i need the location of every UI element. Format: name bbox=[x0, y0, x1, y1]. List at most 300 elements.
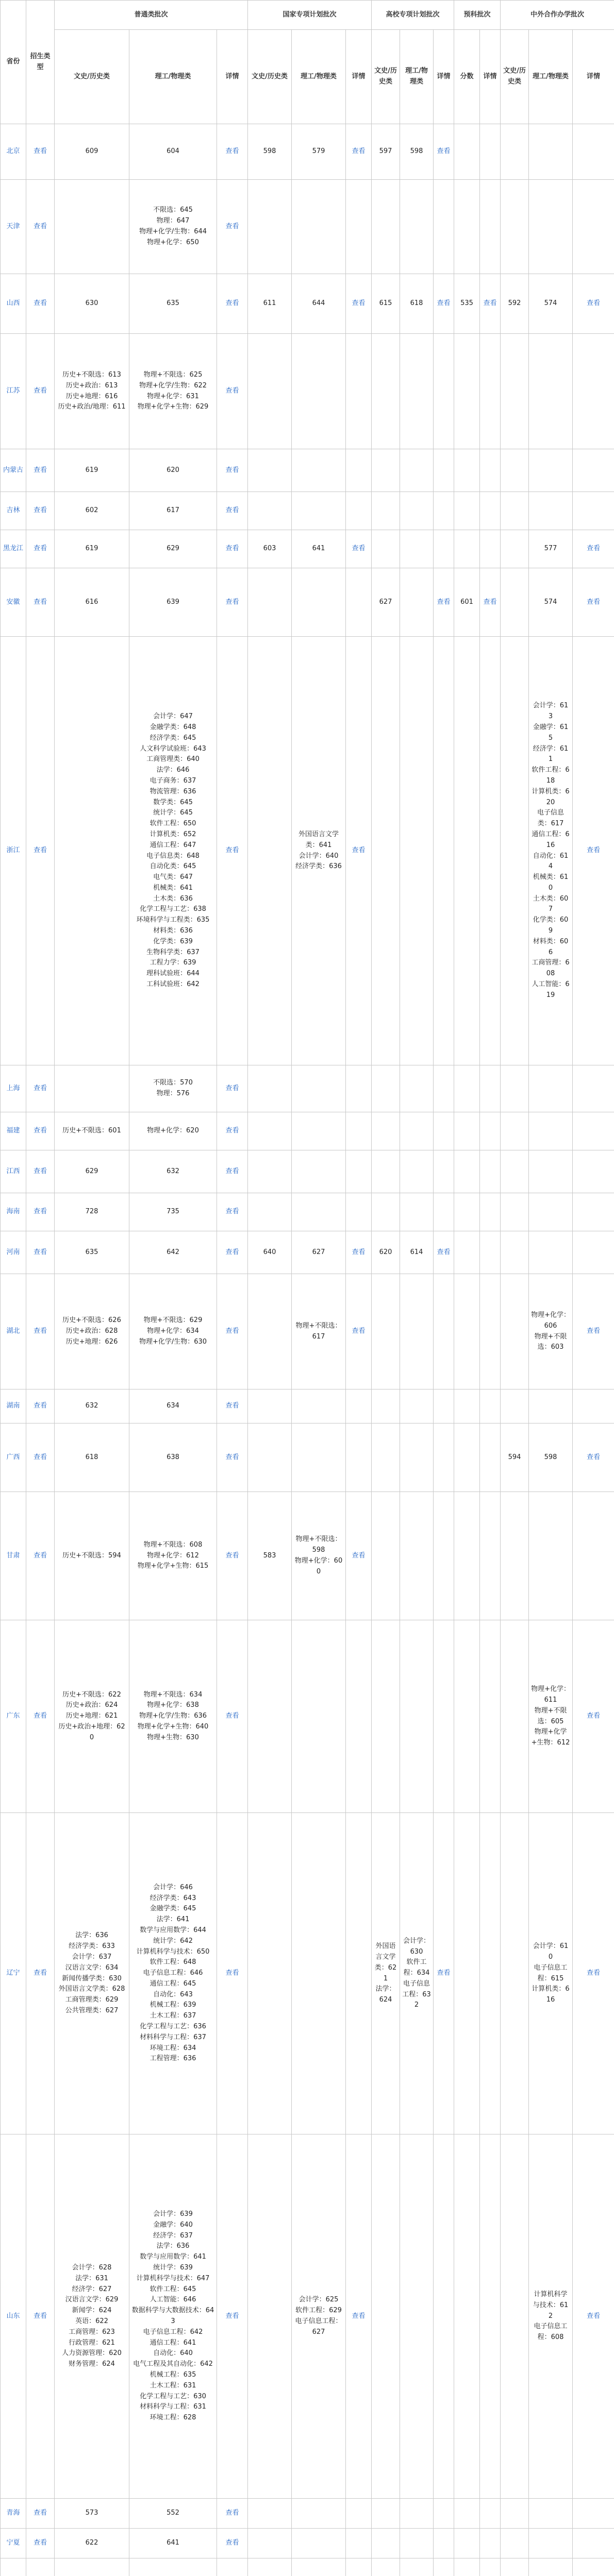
normal-detail-link[interactable]: 查看 bbox=[217, 1813, 248, 2134]
normal-detail-link[interactable]: 查看 bbox=[217, 637, 248, 1065]
college-detail-link bbox=[434, 530, 454, 568]
normal-detail-link[interactable]: 查看 bbox=[217, 1065, 248, 1112]
normal-detail-link[interactable]: 查看 bbox=[217, 1423, 248, 1492]
college-wen-score bbox=[372, 1112, 400, 1150]
coop-wen-score bbox=[501, 1274, 529, 1389]
national-wen-header: 文史/历史类 bbox=[248, 30, 292, 124]
college-detail-link bbox=[434, 1112, 454, 1150]
coop-li-score bbox=[529, 1112, 573, 1150]
type-detail-link[interactable]: 查看 bbox=[26, 2134, 55, 2499]
coop-wen-score bbox=[501, 637, 529, 1065]
college-wen-score bbox=[372, 2134, 400, 2499]
college-wen-score bbox=[372, 2558, 400, 2576]
national-detail-link[interactable]: 查看 bbox=[346, 530, 372, 568]
college-wen-score bbox=[372, 1150, 400, 1193]
type-detail-link[interactable]: 查看 bbox=[26, 274, 55, 334]
college-wen-score bbox=[372, 1389, 400, 1423]
table-row bbox=[1, 492, 614, 530]
normal-wen-score: 会计学：628 法学：631 经济学：627 汉语言文学：629 新闻学：624 英语：622 工商管理：623 行政管理：621 人力资源管理：620 财务管理：624 bbox=[55, 2134, 129, 2499]
prep-detail-link bbox=[480, 1492, 501, 1620]
national-detail-link[interactable]: 查看 bbox=[346, 124, 372, 180]
prep-detail-link bbox=[480, 530, 501, 568]
normal-wen-score bbox=[55, 1065, 129, 1112]
normal-detail-link[interactable]: 查看 bbox=[217, 492, 248, 530]
province-name[interactable]: 青海 bbox=[1, 2499, 26, 2529]
national-detail-link bbox=[346, 1112, 372, 1150]
national-detail-link bbox=[346, 1813, 372, 2134]
coop-detail-link bbox=[573, 1492, 614, 1620]
coop-li-header: 理工/物理类 bbox=[529, 30, 573, 124]
prep-score: 535 bbox=[454, 274, 480, 334]
province-name[interactable]: 福建 bbox=[1, 1112, 26, 1150]
province-name[interactable]: 甘肃 bbox=[1, 1492, 26, 1620]
type-detail-link[interactable]: 查看 bbox=[26, 1231, 55, 1274]
college-li-score bbox=[400, 1389, 434, 1423]
type-detail-link[interactable]: 查看 bbox=[26, 637, 55, 1065]
college-wen-score: 627 bbox=[372, 568, 400, 637]
college-detail-link[interactable]: 查看 bbox=[434, 1813, 454, 2134]
college-detail-link bbox=[434, 1193, 454, 1231]
province-name[interactable]: 宁夏 bbox=[1, 2529, 26, 2558]
college-wen-score bbox=[372, 2529, 400, 2558]
table-header bbox=[1, 1, 614, 124]
prep-detail-link bbox=[480, 2134, 501, 2499]
prep-detail-link[interactable]: 查看 bbox=[480, 568, 501, 637]
college-wen-score: 620 bbox=[372, 1231, 400, 1274]
normal-detail-link[interactable]: 查看 bbox=[217, 530, 248, 568]
coop-li-score bbox=[529, 1389, 573, 1423]
normal-li-score: 552 bbox=[129, 2499, 217, 2529]
coop-wen-score bbox=[501, 1389, 529, 1423]
normal-detail-link[interactable]: 查看 bbox=[217, 334, 248, 449]
national-detail-link bbox=[346, 2499, 372, 2529]
table-row bbox=[1, 568, 614, 637]
prep-score bbox=[454, 530, 480, 568]
normal-detail-link[interactable]: 查看 bbox=[217, 1492, 248, 1620]
normal-wen-header: 文史/历史类 bbox=[55, 30, 129, 124]
college-detail-link bbox=[434, 2134, 454, 2499]
header-sub-row bbox=[1, 30, 614, 124]
normal-wen-score: 616 bbox=[55, 568, 129, 637]
coop-wen-score bbox=[501, 124, 529, 180]
type-detail-link[interactable]: 查看 bbox=[26, 1389, 55, 1423]
college-wen-score bbox=[372, 1492, 400, 1620]
national-detail-link bbox=[346, 1423, 372, 1492]
national-li-score: 物理+不限选：617 bbox=[292, 1274, 346, 1389]
prep-detail-link bbox=[480, 1231, 501, 1274]
coop-wen-score bbox=[501, 1492, 529, 1620]
table-row bbox=[1, 2558, 614, 2576]
national-wen-score bbox=[248, 2529, 292, 2558]
normal-detail-link[interactable]: 查看 bbox=[217, 2499, 248, 2529]
national-detail-header: 详情 bbox=[346, 30, 372, 124]
national-wen-score: 598 bbox=[248, 124, 292, 180]
college-detail-link[interactable]: 查看 bbox=[434, 568, 454, 637]
normal-detail-link[interactable]: 查看 bbox=[217, 2134, 248, 2499]
type-detail-link[interactable]: 查看 bbox=[26, 568, 55, 637]
national-detail-link bbox=[346, 492, 372, 530]
normal-wen-score: 历史+不限选：626 历史+政治：628 历史+地理：626 bbox=[55, 1274, 129, 1389]
coop-detail-link[interactable]: 查看 bbox=[573, 2134, 614, 2499]
college-detail-link bbox=[434, 1065, 454, 1112]
prep-detail-link bbox=[480, 2499, 501, 2529]
province-name[interactable]: 广西 bbox=[1, 1423, 26, 1492]
type-detail-link[interactable]: 查看 bbox=[26, 334, 55, 449]
coop-wen-score bbox=[501, 1193, 529, 1231]
type-detail-link[interactable]: 查看 bbox=[26, 530, 55, 568]
coop-wen-score bbox=[501, 2134, 529, 2499]
coop-detail-link bbox=[573, 334, 614, 449]
type-detail-link[interactable]: 查看 bbox=[26, 180, 55, 274]
normal-detail-link[interactable]: 查看 bbox=[217, 1112, 248, 1150]
college-detail-link bbox=[434, 1274, 454, 1389]
coop-detail-header: 详情 bbox=[573, 30, 614, 124]
prep-score bbox=[454, 1492, 480, 1620]
coop-li-score: 物理+化学：611 物理+不限选：605 物理+化学+生物：612 bbox=[529, 1620, 573, 1813]
college-wen-score bbox=[372, 334, 400, 449]
normal-li-score: 735 bbox=[129, 1193, 217, 1231]
coop-li-score: 会计学：613 金融学：615 经济学：611 软件工程：618 计算机类：620 电子信息类：617 通信工程：616 自动化：614 机械类：610 土木类：607 化学类：609 材料类：606 工商管理：608 人工智能：619 bbox=[529, 637, 573, 1065]
table-row bbox=[1, 2499, 614, 2529]
coop-li-score bbox=[529, 2499, 573, 2529]
normal-detail-link[interactable]: 查看 bbox=[217, 180, 248, 274]
type-detail-link[interactable]: 查看 bbox=[26, 1813, 55, 2134]
national-detail-link[interactable]: 查看 bbox=[346, 274, 372, 334]
table-row bbox=[1, 1389, 614, 1423]
national-wen-score: 611 bbox=[248, 274, 292, 334]
province-name[interactable]: 湖北 bbox=[1, 1274, 26, 1389]
normal-detail-link[interactable]: 查看 bbox=[217, 1193, 248, 1231]
national-wen-score bbox=[248, 2558, 292, 2576]
prep-score bbox=[454, 2134, 480, 2499]
national-wen-score bbox=[248, 1150, 292, 1193]
national-wen-score bbox=[248, 568, 292, 637]
type-detail-link[interactable]: 查看 bbox=[26, 2499, 55, 2529]
national-li-score bbox=[292, 1620, 346, 1813]
national-li-score: 外国语言文学类：641 会计学：640 经济学类：636 bbox=[292, 637, 346, 1065]
table-row bbox=[1, 180, 614, 274]
normal-detail-link[interactable]: 查看 bbox=[217, 1620, 248, 1813]
province-name[interactable]: 吉林 bbox=[1, 492, 26, 530]
province-name[interactable] bbox=[1, 2558, 26, 2576]
prep-score bbox=[454, 1620, 480, 1813]
prep-score bbox=[454, 637, 480, 1065]
normal-detail-link[interactable]: 查看 bbox=[217, 1150, 248, 1193]
college-detail-link bbox=[434, 2558, 454, 2576]
coop-wen-score bbox=[501, 1150, 529, 1193]
prep-detail-link bbox=[480, 2529, 501, 2558]
normal-detail-link[interactable]: 查看 bbox=[217, 1274, 248, 1389]
coop-li-score bbox=[529, 334, 573, 449]
normal-detail-link[interactable]: 查看 bbox=[217, 124, 248, 180]
normal-wen-score: 历史+不限选：613 历史+政治：613 历史+地理：616 历史+政治/地理：611 bbox=[55, 334, 129, 449]
province-name[interactable]: 北京 bbox=[1, 124, 26, 180]
table-row bbox=[1, 2529, 614, 2558]
college-detail-link bbox=[434, 1150, 454, 1193]
province-name[interactable]: 辽宁 bbox=[1, 1813, 26, 2134]
table-row bbox=[1, 449, 614, 492]
national-detail-link bbox=[346, 1065, 372, 1112]
normal-detail-link[interactable] bbox=[217, 2558, 248, 2576]
college-detail-link[interactable]: 查看 bbox=[434, 124, 454, 180]
national-li-score bbox=[292, 449, 346, 492]
type-detail-link[interactable]: 查看 bbox=[26, 1150, 55, 1193]
prep-detail-link bbox=[480, 334, 501, 449]
coop-li-score: 574 bbox=[529, 274, 573, 334]
college-li-score bbox=[400, 1150, 434, 1193]
college-detail-link[interactable]: 查看 bbox=[434, 1231, 454, 1274]
national-wen-score: 640 bbox=[248, 1231, 292, 1274]
province-name[interactable]: 山西 bbox=[1, 274, 26, 334]
normal-wen-score: 602 bbox=[55, 492, 129, 530]
college-wen-score bbox=[372, 1274, 400, 1389]
national-li-score bbox=[292, 1193, 346, 1231]
province-name[interactable]: 安徽 bbox=[1, 568, 26, 637]
prep-detail-link bbox=[480, 1274, 501, 1389]
province-name[interactable]: 广东 bbox=[1, 1620, 26, 1813]
coop-wen-score bbox=[501, 2558, 529, 2576]
coop-li-score bbox=[529, 1492, 573, 1620]
normal-detail-link[interactable]: 查看 bbox=[217, 1389, 248, 1423]
national-detail-link bbox=[346, 568, 372, 637]
coop-detail-link[interactable]: 查看 bbox=[573, 1274, 614, 1389]
type-detail-link[interactable] bbox=[26, 2558, 55, 2576]
normal-li-score: 物理+不限选：625 物理+化学/生物：622 物理+化学：631 物理+化学+生物：629 bbox=[129, 334, 217, 449]
coop-li-score bbox=[529, 180, 573, 274]
normal-wen-score: 历史+不限选：594 bbox=[55, 1492, 129, 1620]
prep-score bbox=[454, 2529, 480, 2558]
type-detail-link[interactable]: 查看 bbox=[26, 492, 55, 530]
table-row bbox=[1, 1150, 614, 1193]
table-row bbox=[1, 1112, 614, 1150]
normal-li-score: 638 bbox=[129, 1423, 217, 1492]
college-li-score bbox=[400, 2499, 434, 2529]
coop-detail-link bbox=[573, 1389, 614, 1423]
normal-wen-score: 618 bbox=[55, 1423, 129, 1492]
type-detail-link[interactable]: 查看 bbox=[26, 1065, 55, 1112]
province-name[interactable]: 江苏 bbox=[1, 334, 26, 449]
type-detail-link[interactable]: 查看 bbox=[26, 1492, 55, 1620]
normal-batch-header: 普通类批次 bbox=[55, 1, 248, 30]
province-name[interactable]: 山东 bbox=[1, 2134, 26, 2499]
normal-li-score: 639 bbox=[129, 568, 217, 637]
coop-wen-score bbox=[501, 449, 529, 492]
national-li-score bbox=[292, 2558, 346, 2576]
province-name[interactable]: 黑龙江 bbox=[1, 530, 26, 568]
type-detail-link[interactable]: 查看 bbox=[26, 2529, 55, 2558]
normal-detail-link[interactable]: 查看 bbox=[217, 274, 248, 334]
prep-detail-link bbox=[480, 1813, 501, 2134]
college-li-score: 618 bbox=[400, 274, 434, 334]
college-detail-link bbox=[434, 1492, 454, 1620]
province-name[interactable]: 湖南 bbox=[1, 1389, 26, 1423]
normal-wen-score: 728 bbox=[55, 1193, 129, 1231]
normal-li-score: 会计学：639 金融学：640 经济学：637 法学：636 数学与应用数学：641 统计学：639 计算机科学与技术：647 软件工程：645 人工智能：646 数据科学与大数据技术：643 电子信息工程：642 通信工程：641 自动化：640 电气工程及其自动化：642 机械工程：635 土木工程：631 化学工程与工艺：630 材料科学与工程：631 环境工程：628 bbox=[129, 2134, 217, 2499]
normal-detail-link[interactable]: 查看 bbox=[217, 1231, 248, 1274]
coop-detail-link[interactable]: 查看 bbox=[573, 530, 614, 568]
table-body bbox=[1, 124, 614, 2576]
national-wen-score bbox=[248, 1813, 292, 2134]
college-wen-score bbox=[372, 637, 400, 1065]
national-special-header: 国家专项计划批次 bbox=[248, 1, 372, 30]
coop-detail-link[interactable]: 查看 bbox=[573, 1423, 614, 1492]
normal-li-score: 会计学：647 金融学类：648 经济学类：645 人文科学试验班：643 工商管理类：640 法学：646 电子商务：637 物流管理：636 数学类：645 统计学：645 软件工程：650 计算机类：652 通信工程：647 电子信息类：648 自动化类：645 电气类：647 机械类：641 土木类：636 化学工程与工艺：638 环境科学与工程类：635 材料类：636 化学类：639 生物科学类：637 工程力学：639 理科试验班：644 工科试验班：642 bbox=[129, 637, 217, 1065]
coop-li-score bbox=[529, 449, 573, 492]
table-row bbox=[1, 1492, 614, 1620]
prep-detail-link bbox=[480, 1150, 501, 1193]
prep-score-header: 分数 bbox=[454, 30, 480, 124]
coop-li-score bbox=[529, 492, 573, 530]
normal-wen-score: 609 bbox=[55, 124, 129, 180]
prep-detail-link bbox=[480, 1620, 501, 1813]
national-wen-score bbox=[248, 492, 292, 530]
college-detail-link bbox=[434, 1389, 454, 1423]
national-wen-score bbox=[248, 637, 292, 1065]
coop-li-score bbox=[529, 1065, 573, 1112]
coop-detail-link[interactable]: 查看 bbox=[573, 1620, 614, 1813]
college-li-score bbox=[400, 1274, 434, 1389]
college-li-header: 理工/物理类 bbox=[400, 30, 434, 124]
normal-wen-score bbox=[55, 2558, 129, 2576]
province-name[interactable]: 江西 bbox=[1, 1150, 26, 1193]
normal-detail-link[interactable]: 查看 bbox=[217, 568, 248, 637]
college-li-score bbox=[400, 1423, 434, 1492]
table-row bbox=[1, 1193, 614, 1231]
coop-detail-link[interactable]: 查看 bbox=[573, 1813, 614, 2134]
national-wen-score: 583 bbox=[248, 1492, 292, 1620]
coop-wen-score bbox=[501, 530, 529, 568]
coop-wen-score bbox=[501, 2499, 529, 2529]
national-detail-link[interactable]: 查看 bbox=[346, 1231, 372, 1274]
college-wen-score bbox=[372, 1620, 400, 1813]
college-li-score bbox=[400, 1492, 434, 1620]
college-wen-score bbox=[372, 492, 400, 530]
normal-wen-score bbox=[55, 180, 129, 274]
table-row bbox=[1, 530, 614, 568]
normal-li-score: 629 bbox=[129, 530, 217, 568]
normal-li-score: 634 bbox=[129, 1389, 217, 1423]
prep-detail-link bbox=[480, 180, 501, 274]
coop-li-score bbox=[529, 1150, 573, 1193]
type-detail-link[interactable]: 查看 bbox=[26, 124, 55, 180]
table-row bbox=[1, 637, 614, 1065]
coop-wen-score bbox=[501, 1231, 529, 1274]
type-detail-link[interactable]: 查看 bbox=[26, 1423, 55, 1492]
national-wen-score bbox=[248, 2134, 292, 2499]
national-wen-score bbox=[248, 180, 292, 274]
national-detail-link[interactable]: 查看 bbox=[346, 1492, 372, 1620]
coop-li-score bbox=[529, 124, 573, 180]
coop-wen-score bbox=[501, 334, 529, 449]
prep-score bbox=[454, 1150, 480, 1193]
coop-detail-link[interactable]: 查看 bbox=[573, 274, 614, 334]
national-wen-score bbox=[248, 449, 292, 492]
prep-detail-link bbox=[480, 1065, 501, 1112]
normal-wen-score: 历史+不限选：601 bbox=[55, 1112, 129, 1150]
national-li-score bbox=[292, 568, 346, 637]
normal-li-score: 物理+化学：620 bbox=[129, 1112, 217, 1150]
province-header: 省份 bbox=[1, 1, 26, 124]
normal-detail-link[interactable]: 查看 bbox=[217, 2529, 248, 2558]
prep-score bbox=[454, 449, 480, 492]
coop-detail-link[interactable]: 查看 bbox=[573, 637, 614, 1065]
coop-wen-score bbox=[501, 2529, 529, 2558]
national-wen-score bbox=[248, 1620, 292, 1813]
province-name[interactable]: 河南 bbox=[1, 1231, 26, 1274]
national-wen-score bbox=[248, 1065, 292, 1112]
college-li-score bbox=[400, 2558, 434, 2576]
college-wen-header: 文史/历史类 bbox=[372, 30, 400, 124]
college-detail-header: 详情 bbox=[434, 30, 454, 124]
table-row bbox=[1, 1423, 614, 1492]
national-wen-score bbox=[248, 1274, 292, 1389]
normal-wen-score bbox=[55, 637, 129, 1065]
normal-li-score: 635 bbox=[129, 274, 217, 334]
type-detail-link[interactable]: 查看 bbox=[26, 449, 55, 492]
province-name[interactable]: 天津 bbox=[1, 180, 26, 274]
prep-score bbox=[454, 1065, 480, 1112]
type-detail-link[interactable]: 查看 bbox=[26, 1274, 55, 1389]
type-detail-link[interactable]: 查看 bbox=[26, 1620, 55, 1813]
national-li-score bbox=[292, 180, 346, 274]
type-detail-link[interactable]: 查看 bbox=[26, 1193, 55, 1231]
college-detail-link bbox=[434, 334, 454, 449]
prep-score bbox=[454, 1231, 480, 1274]
national-li-score bbox=[292, 1150, 346, 1193]
coop-li-score: 574 bbox=[529, 568, 573, 637]
college-detail-link bbox=[434, 180, 454, 274]
college-li-score bbox=[400, 1112, 434, 1150]
normal-wen-score: 622 bbox=[55, 2529, 129, 2558]
province-name[interactable]: 海南 bbox=[1, 1193, 26, 1231]
college-wen-score bbox=[372, 1423, 400, 1492]
college-wen-score bbox=[372, 1065, 400, 1112]
prep-detail-link bbox=[480, 1389, 501, 1423]
type-detail-link[interactable]: 查看 bbox=[26, 1112, 55, 1150]
province-name[interactable]: 内蒙古 bbox=[1, 449, 26, 492]
coop-detail-link bbox=[573, 1150, 614, 1193]
national-detail-link[interactable]: 查看 bbox=[346, 2134, 372, 2499]
college-detail-link[interactable]: 查看 bbox=[434, 274, 454, 334]
coop-wen-score bbox=[501, 180, 529, 274]
college-li-score bbox=[400, 1193, 434, 1231]
table-row bbox=[1, 124, 614, 180]
normal-wen-score: 629 bbox=[55, 1150, 129, 1193]
national-detail-link[interactable]: 查看 bbox=[346, 637, 372, 1065]
coop-detail-link bbox=[573, 124, 614, 180]
normal-li-score: 不限选：570 物理：576 bbox=[129, 1065, 217, 1112]
province-name[interactable]: 上海 bbox=[1, 1065, 26, 1112]
province-name[interactable]: 浙江 bbox=[1, 637, 26, 1065]
national-detail-link bbox=[346, 2529, 372, 2558]
normal-wen-score: 635 bbox=[55, 1231, 129, 1274]
national-li-score bbox=[292, 2499, 346, 2529]
prep-detail-link bbox=[480, 492, 501, 530]
coop-wen-score bbox=[501, 1112, 529, 1150]
normal-wen-score: 573 bbox=[55, 2499, 129, 2529]
table-row bbox=[1, 1620, 614, 1813]
college-special-header: 高校专项计划批次 bbox=[372, 1, 454, 30]
college-li-score bbox=[400, 180, 434, 274]
normal-detail-link[interactable]: 查看 bbox=[217, 449, 248, 492]
coop-detail-link[interactable]: 查看 bbox=[573, 568, 614, 637]
prep-score bbox=[454, 124, 480, 180]
national-detail-link[interactable]: 查看 bbox=[346, 1274, 372, 1389]
prep-detail-link[interactable]: 查看 bbox=[480, 274, 501, 334]
normal-detail-header: 详情 bbox=[217, 30, 248, 124]
college-wen-score bbox=[372, 530, 400, 568]
coop-li-score: 会计学：610 电子信息工程：615 计算机类：616 bbox=[529, 1813, 573, 2134]
